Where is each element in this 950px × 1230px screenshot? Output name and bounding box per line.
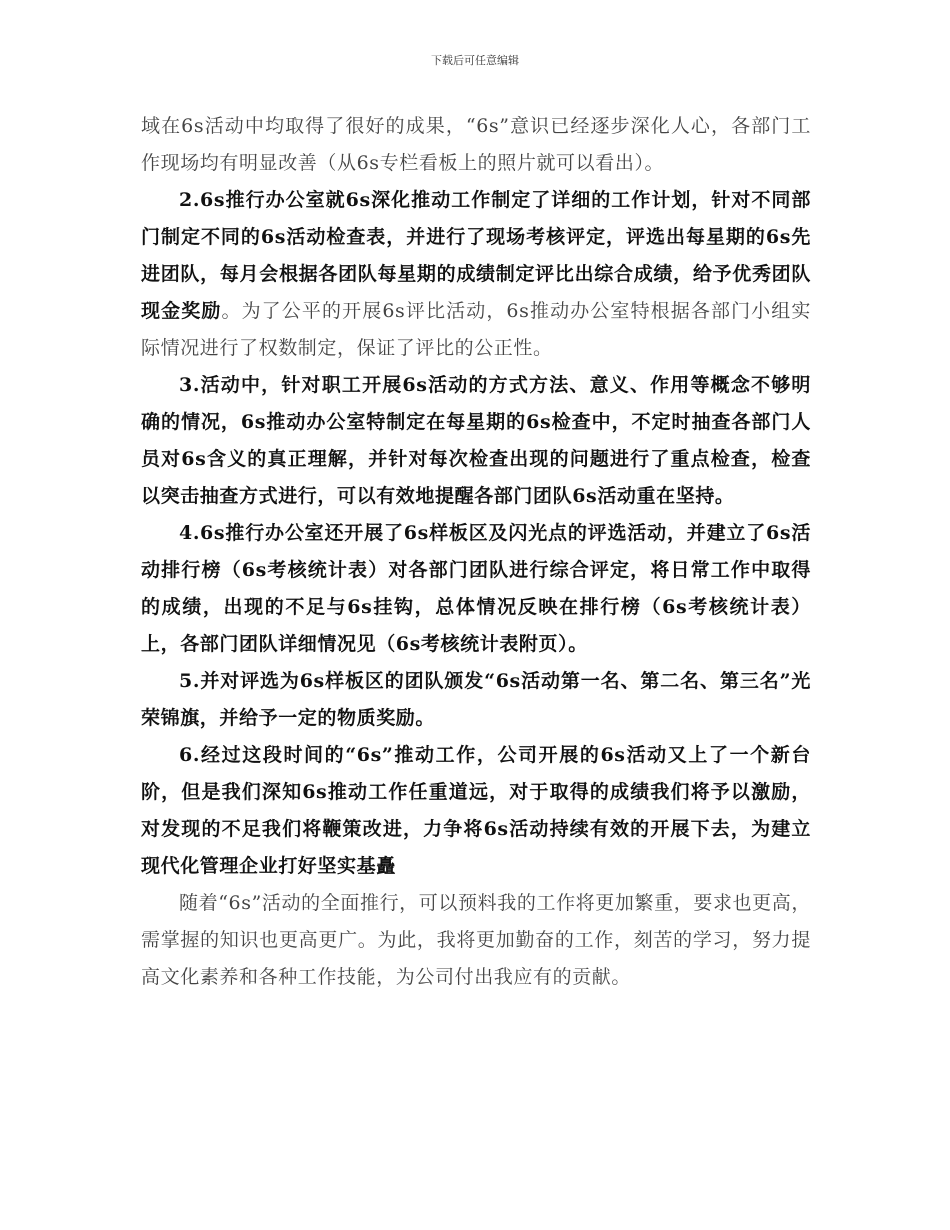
paragraph-item-2: [141, 182, 811, 367]
paragraph-1-text: 域在6s活动中均取得了很好的成果，“6s”意识已经逐步深化人心，各部门工作现场均有明显改善（从6s专栏看板上的照片就可以看出）。: [141, 115, 811, 174]
paragraph-2-normal-text: 。为了公平的开展6s评比活动，6s推动办公室特根据各部门小组实际情况进行了权数制定，保证了评比的公正性。: [141, 300, 812, 359]
document-body: [141, 108, 811, 996]
paragraph-item-4: [141, 515, 811, 663]
paragraph-5-text: 5.并对评选为6s样板区的团队颁发“6s活动第一名、第二名、第三名”光荣锦旗，并给予一定的物质奖励。: [141, 670, 811, 729]
paragraph-item-6: [141, 737, 811, 885]
paragraph-6-text: 6.经过这段时间的“6s”推动工作，公司开展的6s活动又上了一个新台阶，但是我们深知6s推动工作任重道远，对于取得的成绩我们将予以激励，对发现的不足我们将鞭策改进，力争将6s活动持续有效的开展下去，为建立现代化管理企业打好坚实基矗: [141, 744, 811, 877]
paragraph-item-5: [141, 663, 811, 737]
paragraph-7-text: 随着“6s”活动的全面推行，可以预料我的工作将更加繁重，要求也更高，需掌握的知识也更高更广。为此，我将更加勤奋的工作，刻苦的学习，努力提高文化素养和各种工作技能，为公司付出我应有的贡献。: [141, 892, 811, 988]
page-header: 下载后可任意编辑: [431, 54, 519, 67]
paragraph-closing: [141, 885, 811, 996]
paragraph-continuation: [141, 108, 811, 182]
paragraph-3-text: 3.活动中，针对职工开展6s活动的方式方法、意义、作用等概念不够明确的情况，6s推动办公室特制定在每星期的6s检查中，不定时抽查各部门人员对6s含义的真正理解，并针对每次检查出现的问题进行了重点检查，检查以突击抽查方式进行，可以有效地提醒各部门团队6s活动重在坚持。: [141, 374, 811, 507]
paragraph-item-3: [141, 367, 811, 515]
paragraph-2-bold-text: 2.6s推行办公室就6s深化推动工作制定了详细的工作计划，针对不同部门制定不同的6s活动检查表，并进行了现场考核评定，评选出每星期的6s先进团队，每月会根据各团队每星期的成绩制定评比出综合成绩，给予优秀团队现金奖励: [141, 189, 811, 322]
paragraph-4-text: 4.6s推行办公室还开展了6s样板区及闪光点的评选活动，并建立了6s活动排行榜（6s考核统计表）对各部门团队进行综合评定，将日常工作中取得的成绩，出现的不足与6s挂钩，总体情况反映在排行榜（6s考核统计表）上，各部门团队详细情况见（6s考核统计表附页）。: [141, 522, 811, 655]
